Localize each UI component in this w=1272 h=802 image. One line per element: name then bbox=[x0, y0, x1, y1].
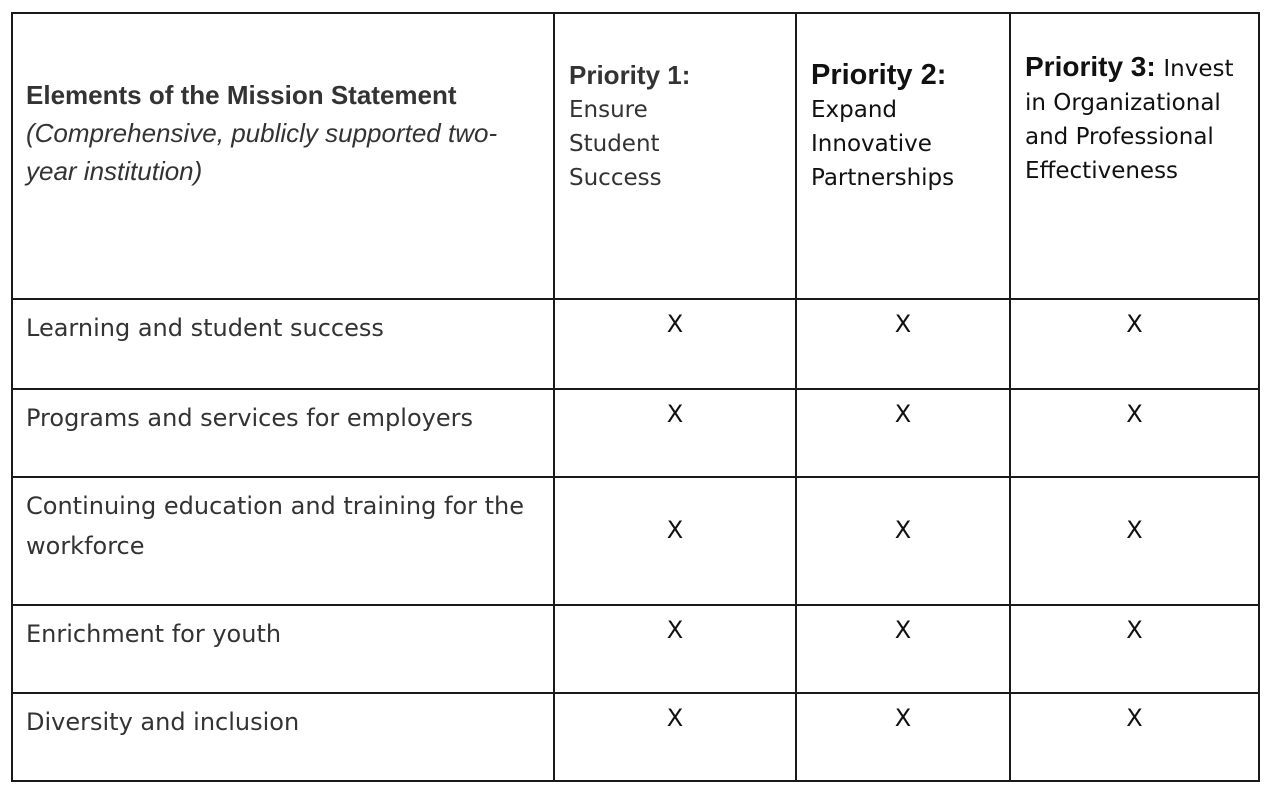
mark-cell bbox=[554, 389, 796, 477]
element-cell bbox=[12, 389, 554, 477]
x-mark: X bbox=[666, 516, 684, 544]
mark-cell bbox=[796, 389, 1010, 477]
priority-1-label: Priority 1: bbox=[569, 60, 691, 90]
table-row bbox=[12, 693, 1259, 781]
mark-cell bbox=[554, 299, 796, 389]
table-row bbox=[12, 477, 1259, 605]
table-row bbox=[12, 389, 1259, 477]
mark-cell bbox=[796, 477, 1010, 605]
header-row bbox=[12, 13, 1259, 299]
x-mark: X bbox=[1126, 400, 1143, 428]
element-cell bbox=[12, 605, 554, 693]
element-cell bbox=[12, 299, 554, 389]
mission-header-cell bbox=[12, 13, 554, 299]
table-row bbox=[12, 605, 1259, 693]
mark-cell bbox=[796, 693, 1010, 781]
priority-3-label: Priority 3: bbox=[1025, 51, 1156, 82]
x-mark: X bbox=[666, 310, 684, 338]
mark-cell bbox=[554, 693, 796, 781]
x-mark: X bbox=[666, 400, 684, 428]
mark-cell bbox=[1010, 693, 1259, 781]
element-label: Continuing education and training for the workforce bbox=[26, 492, 525, 560]
priority-3-header bbox=[1010, 13, 1259, 299]
element-label: Learning and student success bbox=[26, 314, 384, 342]
element-cell bbox=[12, 477, 554, 605]
mark-cell bbox=[1010, 389, 1259, 477]
priority-2-label: Priority 2: bbox=[811, 59, 947, 91]
mark-cell bbox=[1010, 299, 1259, 389]
element-cell bbox=[12, 693, 554, 781]
priority-1-header bbox=[554, 13, 796, 299]
table-row bbox=[12, 299, 1259, 389]
mission-subtitle: (Comprehensive, publicly supported two-year institution) bbox=[26, 118, 498, 186]
x-mark: X bbox=[1126, 616, 1143, 644]
x-mark: X bbox=[1126, 516, 1143, 544]
mission-priority-matrix bbox=[11, 12, 1260, 782]
x-mark: X bbox=[666, 616, 684, 644]
x-mark: X bbox=[894, 704, 912, 732]
element-label: Programs and services for employers bbox=[26, 404, 473, 432]
priority-3-text: Invest in Organizational and Professional Effectiveness bbox=[1025, 56, 1234, 184]
x-mark: X bbox=[1126, 704, 1143, 732]
x-mark: X bbox=[894, 400, 912, 428]
x-mark: X bbox=[1126, 310, 1143, 338]
mark-cell bbox=[796, 299, 1010, 389]
x-mark: X bbox=[666, 704, 684, 732]
priority-1-text: Ensure Student Success bbox=[569, 97, 662, 191]
mark-cell bbox=[1010, 477, 1259, 605]
x-mark: X bbox=[894, 310, 912, 338]
mark-cell bbox=[554, 477, 796, 605]
mission-title: Elements of the Mission Statement bbox=[26, 80, 457, 110]
priority-2-text: Expand Innovative Partnerships bbox=[811, 97, 955, 191]
mark-cell bbox=[796, 605, 1010, 693]
mark-cell bbox=[1010, 605, 1259, 693]
element-label: Enrichment for youth bbox=[26, 620, 282, 648]
element-label: Diversity and inclusion bbox=[26, 708, 300, 736]
x-mark: X bbox=[894, 616, 912, 644]
x-mark: X bbox=[894, 516, 912, 544]
mark-cell bbox=[554, 605, 796, 693]
priority-2-header bbox=[796, 13, 1010, 299]
